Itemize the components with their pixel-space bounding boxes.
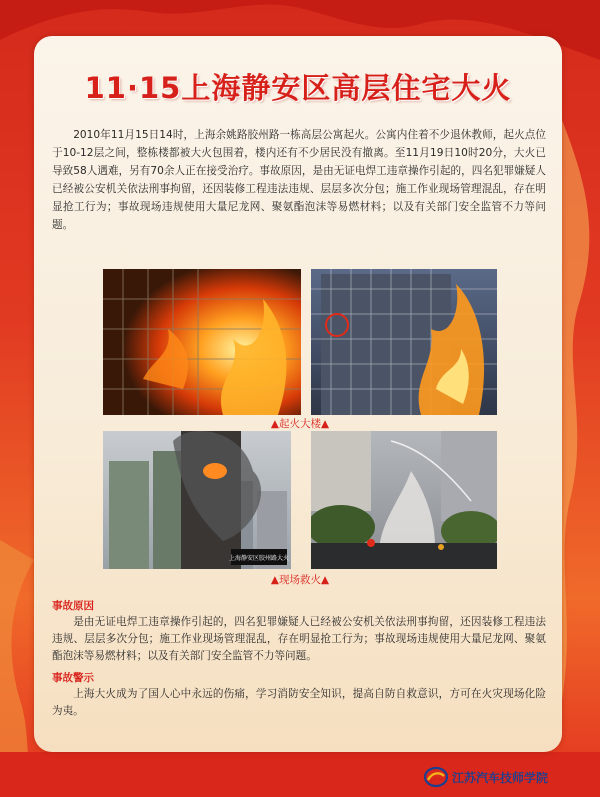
photo-label: 上海静安区胶州路大火: [228, 555, 290, 562]
school-name: 江苏汽车技师学院: [452, 771, 549, 785]
photo-burning-building-1: [103, 269, 301, 415]
school-logo-icon: [424, 766, 448, 788]
caption-rescue: ▲现场救火▲: [270, 574, 330, 586]
photo-rescue-2: [311, 431, 497, 569]
warning-text: 上海大火成为了国人心中永远的伤痛，学习消防安全知识，提高自防自救意识，方可在火灾现场化险为夷。: [52, 688, 546, 717]
cause-heading: 事故原因: [52, 600, 94, 612]
page-title: 11·15上海静安区高层住宅大火: [84, 71, 512, 105]
caption-burning-building: ▲起火大楼▲: [270, 418, 330, 430]
cause-text: 是由无证电焊工违章操作引起的，四名犯罪嫌疑人已经被公安机关依法刑事拘留，还因装修工程违法违规、层层多次分包；施工作业现场管理混乱，存在明显抢工行为；事故现场违规使用大量尼龙网、聚氨酯泡沫等易燃材料；以及有关部门安全监管不力等问题。: [52, 616, 546, 662]
photo-burning-building-2: [311, 269, 497, 415]
photo-rescue-1: [103, 431, 291, 569]
intro-paragraph: 2010年11月15日14时，上海余姚路胶州路一栋高层公寓起火。公寓内住着不少退休教师，起火点位于10-12层之间，整栋楼都被大火包围着，楼内还有不少居民没有撤离。至11月19日10时20分，大火已导致58人遇难，另有70余人正在接受治疗。事故原因，是由无证电焊工违章操作引起的，四名犯罪嫌疑人已经被公安机关依法刑事拘留，还因装修工程违法违规、层层多次分包；施工作业现场管理混乱，存在明显抢工行为；事故现场违规使用大量尼龙网、聚氨酯泡沫等易燃材料；以及有关部门安全监管不力等问题。: [52, 129, 546, 231]
warning-heading: 事故警示: [52, 672, 94, 684]
